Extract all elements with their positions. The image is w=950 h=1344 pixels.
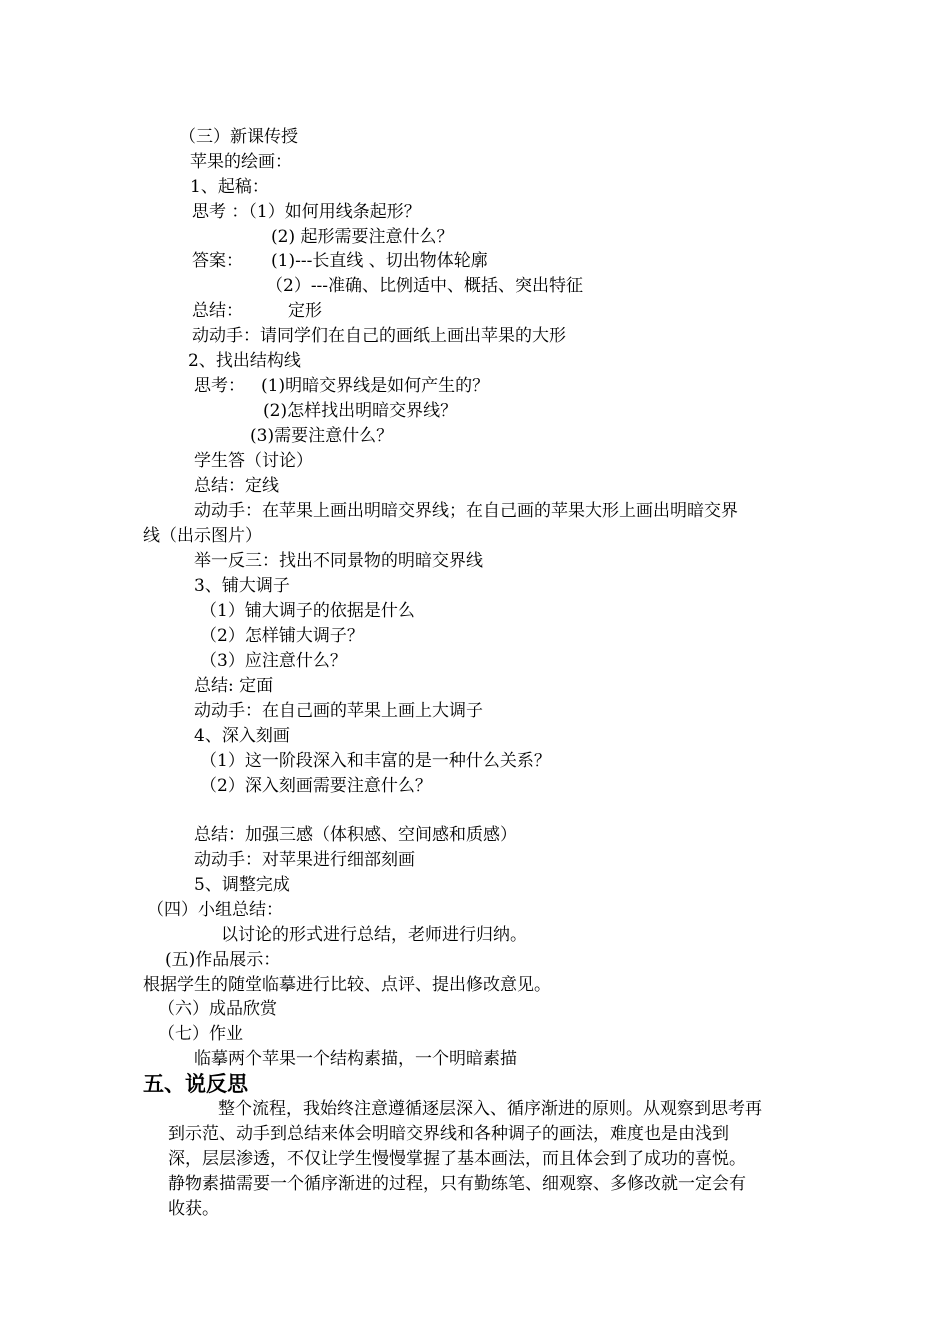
step-3-q1: （1）铺大调子的依据是什么 (200, 601, 415, 621)
think-2-q2: (2)怎样找出明暗交界线？ (263, 401, 458, 421)
section-4-content: 以讨论的形式进行总结，老师进行归纳。 (221, 925, 527, 945)
summary-3: 总结: 定面 (194, 676, 274, 696)
step-4-q2: （2）深入刻画需要注意什么？ (200, 776, 432, 796)
section-5-sub-title: (五)作品展示： (165, 950, 281, 970)
answer-label: 答案： (192, 251, 243, 271)
reflection-line: 静物素描需要一个循序渐进的过程，只有勤练笔、细观察、多修改就一定会有 (168, 1174, 746, 1194)
answer-2: （2）---准确、比例适中、概括、突出特征 (266, 276, 584, 296)
reflection-line: 到示范、动手到总结来体会明暗交界线和各种调子的画法，难度也是由浅到 (168, 1124, 729, 1144)
reflection-line: 收获。 (168, 1199, 219, 1219)
summary-2: 总结：定线 (194, 476, 279, 496)
student-answer: 学生答（讨论） (194, 451, 313, 471)
reflection-heading: 五、说反思 (143, 1072, 248, 1096)
think-2-q3: (3)需要注意什么？ (250, 426, 394, 446)
practice-3: 动动手：在自己画的苹果上画上大调子 (194, 701, 483, 721)
homework-content: 临摹两个苹果一个结构素描，一个明暗素描 (194, 1049, 517, 1069)
reflection-line: 深，层层渗透，不仅让学生慢慢掌握了基本画法，而且体会到了成功的喜悦。 (168, 1149, 746, 1169)
practice-2-line1: 动动手：在苹果上画出明暗交界线；在自己画的苹果大形上画出明暗交界 (194, 501, 738, 521)
step-4-title: 4、深入刻画 (194, 726, 290, 746)
step-1-title: 1、起稿： (190, 177, 269, 197)
summary-1-label: 总结： (192, 301, 243, 321)
reflection-line: 整个流程，我始终注意遵循逐层深入、循序渐进的原则。从观察到思考再 (218, 1099, 762, 1119)
apple-drawing-title: 苹果的绘画： (190, 152, 292, 172)
practice-1: 动动手：请同学们在自己的画纸上画出苹果的大形 (192, 326, 566, 346)
step-5-title: 5、调整完成 (194, 875, 290, 895)
step-3-q2: （2）怎样铺大调子？ (200, 626, 364, 646)
step-3-title: 3、铺大调子 (194, 576, 290, 596)
summary-1-value: 定形 (288, 301, 322, 321)
practice-4: 动动手：对苹果进行细部刻画 (194, 850, 415, 870)
section-7-title: （七）作业 (158, 1024, 243, 1044)
section-3-title: （三）新课传授 (179, 127, 298, 147)
think-1-q2: (2) 起形需要注意什么？ (271, 227, 454, 247)
answer-1: (1)---长直线 、切出物体轮廓 (271, 251, 488, 271)
think-2-q1: (1)明暗交界线是如何产生的？ (261, 376, 490, 396)
step-4-q1: （1）这一阶段深入和丰富的是一种什么关系？ (200, 751, 551, 771)
section-6-title: （六）成品欣赏 (158, 999, 277, 1019)
step-2-title: 2、找出结构线 (188, 351, 301, 371)
step-3-q3: （3）应注意什么？ (200, 651, 347, 671)
section-4-title: （四）小组总结： (147, 900, 283, 920)
think-1-q1: 思考 ：（1）如何用线条起形？ (192, 202, 421, 222)
summary-4: 总结：加强三感（体积感、空间感和质感） (194, 825, 517, 845)
think-2-label: 思考： (194, 376, 245, 396)
extension: 举一反三：找出不同景物的明暗交界线 (194, 551, 483, 571)
reflection-paragraph (168, 1097, 808, 1222)
section-5-sub-content: 根据学生的随堂临摹进行比较、点评、提出修改意见。 (143, 975, 551, 995)
practice-2-line2: 线（出示图片） (143, 526, 262, 546)
